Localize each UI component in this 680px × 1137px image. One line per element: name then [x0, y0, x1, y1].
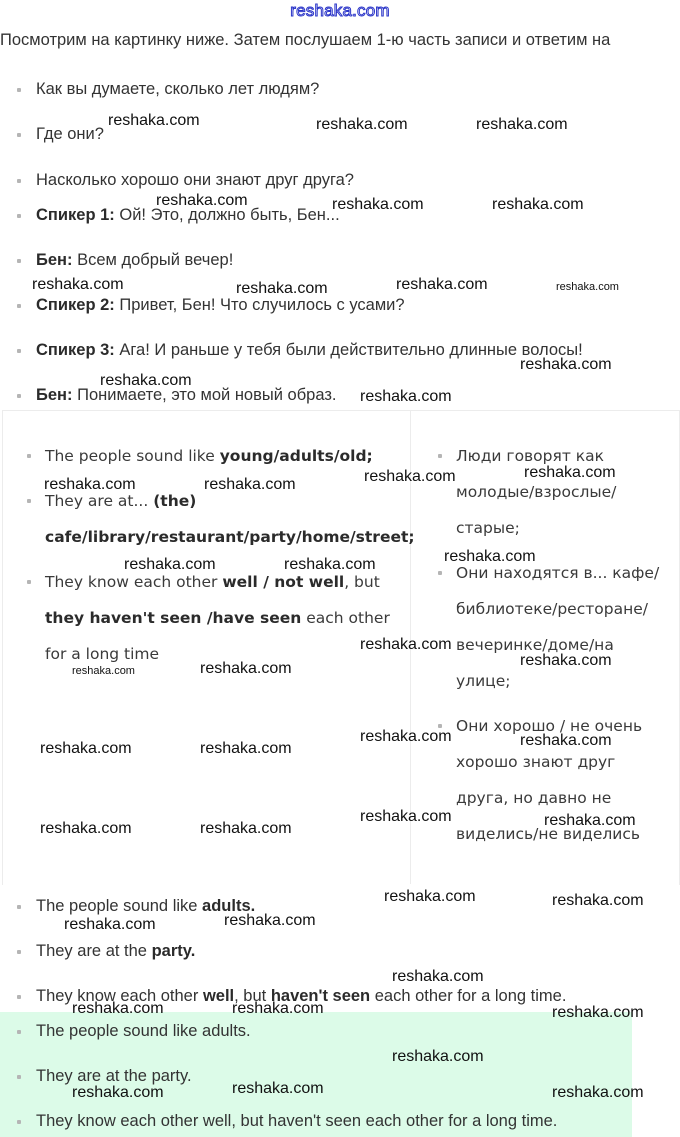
- bold-text: cafe/library/restaurant/party/home/street;: [45, 528, 415, 546]
- table-english-line: [45, 519, 415, 555]
- text: They know each other: [36, 987, 203, 1005]
- dialogue-text: Привет, Бен! Что случилось с усами?: [114, 296, 405, 314]
- table-russian-line: вечеринке/доме/на: [456, 636, 614, 654]
- question-text: Как вы думаете, сколько лет людям?: [36, 80, 320, 98]
- dialogue-text: Всем добрый вечер!: [72, 251, 234, 269]
- dialogue-line: [0, 295, 405, 315]
- watermark: reshaka.com: [392, 1048, 484, 1065]
- watermark: reshaka.com: [392, 968, 484, 985]
- speaker-name: Бен:: [36, 251, 73, 269]
- table-russian-line: виделись/не виделись: [456, 825, 641, 843]
- watermark: reshaka.com: [124, 556, 216, 573]
- watermark: reshaka.com: [396, 276, 488, 293]
- final-answer-item: [0, 1111, 557, 1131]
- watermark: reshaka.com: [204, 476, 296, 493]
- watermark: reshaka.com: [552, 1004, 644, 1021]
- question-text: Насколько хорошо они знают друг друга?: [36, 171, 354, 189]
- table-russian-item: Они хорошо / не очень: [456, 708, 642, 744]
- site-logo[interactable]: reshaka.com: [290, 1, 390, 20]
- watermark: reshaka.com: [360, 808, 452, 825]
- question-item: [0, 170, 354, 190]
- intro-text: Посмотрим на картинку ниже. Затем послушаем 1-ю часть записи и ответим на: [0, 31, 611, 49]
- table-english-line: [45, 600, 390, 636]
- text: They are at the party.: [36, 1067, 192, 1085]
- watermark: reshaka.com: [316, 116, 408, 133]
- watermark: reshaka.com: [360, 636, 452, 653]
- table-russian-line: друга, но давно не: [456, 789, 612, 807]
- watermark: reshaka.com: [360, 728, 452, 745]
- watermark: reshaka.com: [200, 820, 292, 837]
- text: They know each other well, but haven't seen each other for a long time.: [36, 1112, 558, 1130]
- bold-text: young/adults/old;: [219, 447, 373, 465]
- watermark: reshaka.com: [284, 556, 376, 573]
- watermark: reshaka.com: [384, 888, 476, 905]
- bold-text: they haven't seen /have seen: [45, 609, 302, 627]
- text: They are at the: [36, 942, 152, 960]
- final-answer-item: [0, 1066, 192, 1086]
- speaker-name: Спикер 1:: [36, 206, 115, 224]
- text: The people sound like adults.: [36, 1022, 251, 1040]
- bold-text: (the): [153, 492, 197, 510]
- watermark: reshaka.com: [224, 912, 316, 929]
- final-answer-item: [0, 1021, 251, 1041]
- bold-text: haven't seen: [270, 987, 371, 1005]
- dialogue-line: [0, 340, 583, 360]
- watermark: reshaka.com: [520, 356, 612, 373]
- table-russian-item: Люди говорят как: [456, 438, 604, 474]
- speaker-name: Бен:: [36, 386, 73, 404]
- watermark: reshaka.com: [156, 192, 248, 209]
- watermark: reshaka.com: [100, 372, 192, 389]
- watermark: reshaka.com: [492, 196, 584, 213]
- watermark: reshaka.com: [360, 388, 452, 405]
- question-text: Где они?: [36, 125, 104, 143]
- watermark: reshaka.com: [544, 812, 636, 829]
- table-russian-line: старые;: [456, 519, 520, 537]
- speaker-name: Спикер 3:: [36, 341, 115, 359]
- dialogue-text: Понимаете, это мой новый образ.: [72, 386, 337, 404]
- watermark: reshaka.com: [44, 476, 136, 493]
- text: each other: [301, 609, 390, 627]
- watermark: reshaka.com: [524, 464, 616, 481]
- watermark: reshaka.com: [32, 276, 124, 293]
- watermark: reshaka.com: [364, 468, 456, 485]
- table-russian-line: улице;: [456, 672, 511, 690]
- text: for a long time: [45, 645, 160, 663]
- dialogue-text: Ой! Это, должно быть, Бен...: [114, 206, 340, 224]
- watermark: reshaka.com: [40, 820, 132, 837]
- bold-text: well / not well: [222, 573, 345, 591]
- watermark: reshaka.com: [232, 1080, 324, 1097]
- watermark: reshaka.com: [200, 660, 292, 677]
- watermark: reshaka.com: [520, 652, 612, 669]
- watermark: reshaka.com: [200, 740, 292, 757]
- text: The people sound like: [45, 447, 220, 465]
- question-item: [0, 79, 319, 99]
- table-russian-line: хорошо знают друг: [456, 753, 616, 771]
- watermark: reshaka.com: [552, 1084, 644, 1101]
- watermark: reshaka.com: [476, 116, 568, 133]
- watermark: reshaka.com: [232, 1000, 324, 1017]
- watermark: reshaka.com: [556, 281, 619, 293]
- text: , but: [234, 987, 271, 1005]
- table-english-item: [45, 438, 373, 474]
- text: , but: [344, 573, 380, 591]
- answer-item: [0, 896, 255, 916]
- table-russian-item: Они находятся в... кафе/: [456, 555, 659, 591]
- bold-text: adults.: [202, 897, 256, 915]
- watermark: reshaka.com: [332, 196, 424, 213]
- table-russian-line: библиотеке/ресторане/: [456, 600, 648, 618]
- watermark: reshaka.com: [64, 916, 156, 933]
- watermark: reshaka.com: [520, 732, 612, 749]
- dialogue-line: [0, 250, 233, 270]
- question-item: [0, 124, 104, 144]
- answer-item: [0, 941, 195, 961]
- bold-text: party.: [151, 942, 196, 960]
- speaker-name: Спикер 2:: [36, 296, 115, 314]
- watermark: reshaka.com: [444, 548, 536, 565]
- bold-text: well: [202, 987, 235, 1005]
- watermark: reshaka.com: [72, 665, 135, 677]
- text: They know each other: [45, 573, 223, 591]
- text: each other for a long time.: [370, 987, 567, 1005]
- watermark: reshaka.com: [552, 892, 644, 909]
- text: They are at...: [45, 492, 154, 510]
- watermark: reshaka.com: [236, 280, 328, 297]
- watermark: reshaka.com: [108, 112, 200, 129]
- watermark: reshaka.com: [72, 1084, 164, 1101]
- table-russian-line: молодые/взрослые/: [456, 483, 617, 501]
- dialogue-text: Ага! И раньше у тебя были действительно длинные волосы!: [114, 341, 583, 359]
- text: The people sound like: [36, 897, 203, 915]
- watermark: reshaka.com: [40, 740, 132, 757]
- watermark: reshaka.com: [72, 1000, 164, 1017]
